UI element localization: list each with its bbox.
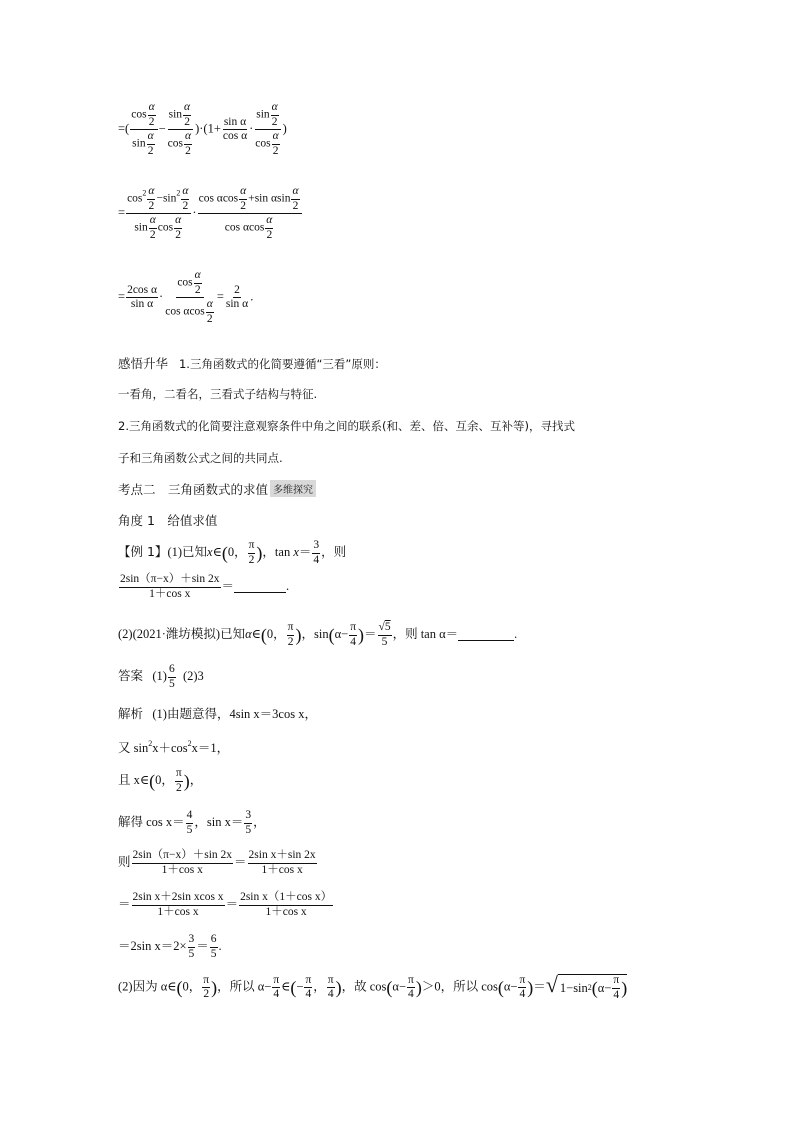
insight-line-4: 子和三角函数公式之间的共同点.: [118, 451, 283, 465]
answer-blank-1: [234, 580, 286, 594]
section-badge: 多维探究: [270, 480, 316, 497]
answer-blank-2: [458, 628, 514, 642]
answer-label: 答案: [118, 667, 144, 683]
solution-line-5: 则 $\frac{2\sin(\pi-x)+\sin 2x}{\text{1＋cos x}}$ ＝ $\frac{\text{2sin x＋sin 2x}}{\text{1＋cos x}}$: [118, 849, 316, 876]
example-label: 【例 1】: [118, 543, 168, 559]
derivation-line-3: = $\frac{\text{2cos α}}{\text{sin α}}$ · cos $\frac{\alpha}{2}$ cos αcos $\frac{\alpha}{2}$ = $\frac{2}{\text{sin α}}$ .: [118, 269, 254, 325]
solution-line-8: (2)因为 α∈(0， $\frac{\pi}{2}$ )，所以 α− $\frac{\pi}{4}$ ∈(− $\frac{\pi}{4}$ ， $\frac{\pi}{4}$ )，故 cos(α− $\frac{\pi}{4}$ )＞0，所以 cos(α− $\frac{\pi}{4}$ )＝ √ 1−sin 2 ( α− $\frac{\pi}{4}$ ): [118, 972, 628, 1001]
solution-line-1: 解析 (1)由题意得，4sin x＝3cos x，: [118, 706, 317, 721]
section-title: 考点二 三角函数式的求值 多维探究: [118, 480, 316, 498]
insight-line-2: 一看角，二看名，三看式子结构与特征.: [118, 387, 318, 401]
angle-title: 角度 1 给值求值: [118, 513, 218, 528]
derivation-line-1: =( cos $\frac{\alpha}{2}$ sin $\frac{\alpha}{2}$ − sin $\frac{\alpha}{2}$ cos $\frac{\alpha}{2}$ )·(1+ $\frac{\text{sin α}}{\text{cos α}}$ · sin $\frac{\alpha}{2}$ cos $\frac{\alpha}{2}$ ): [118, 101, 287, 157]
insight-line-3: 2.三角函数式的化简要注意观察条件中角之间的联系(和、差、倍、互余、互补等)，寻找式: [118, 419, 575, 433]
solution-line-6: ＝ $\frac{\text{2sin x＋2sin xcos x}}{\text{1＋cos x}}$ ＝ $\frac{\text{2sin x（1＋cos x）}}{\text{1＋cos x}}$: [118, 891, 333, 918]
solution-line-3: 且 x∈(0， $\frac{\pi}{2}$ )，: [118, 767, 203, 794]
solution-label: 解析: [118, 706, 144, 721]
solution-line-2: 又 $\sin^2x+\cos^2x=1$，: [118, 739, 230, 755]
example-line-2: $\frac{2\sin(\pi-x)+\sin 2x}{\text{1＋cos x}}$ ＝ .: [120, 573, 290, 600]
answer-line: 答案 (1) $\frac{6}{5}$ (2)3: [118, 663, 204, 690]
insight-line-1: 感悟升华 1.三角函数式的化简要遵循“三看”原则：: [118, 356, 386, 371]
insight-label: 感悟升华: [118, 356, 169, 371]
sqrt-expression: √ 1−sin 2 ( α− $\frac{\pi}{4}$ ): [545, 972, 628, 1001]
solution-line-7: ＝2sin x＝2× $\frac{3}{5}$ ＝ $\frac{6}{5}$ .: [118, 933, 222, 960]
example-line-1: 【例 1】(1)已知x∈(0， $\frac{\pi}{2}$ )，tan x＝ $\frac{3}{4}$ ，则: [118, 539, 347, 566]
derivation-line-2: = $\cos^2$ $\frac{\alpha}{2}$ $-\sin^2$ $\frac{\alpha}{2}$ sin $\frac{\alpha}{2}$ cos $\frac{\alpha}{2}$ · cos αcos $\frac{\alpha}{2}$ +sin αsin $\frac{\alpha}{2}$ cos αcos $\frac{\alpha}{2}$: [118, 186, 303, 241]
example-line-3: (2)(2021·潍坊模拟)已知α∈(0， $\frac{\pi}{2}$ )，sin(α− $\frac{\pi}{4}$ )＝ $\frac{√5}{5}$ ，则 tan α＝ .: [118, 621, 518, 648]
solution-line-4: 解得 cos x＝ $\frac{4}{5}$ ，sin x＝ $\frac{3}{5}$ ，: [118, 809, 266, 836]
